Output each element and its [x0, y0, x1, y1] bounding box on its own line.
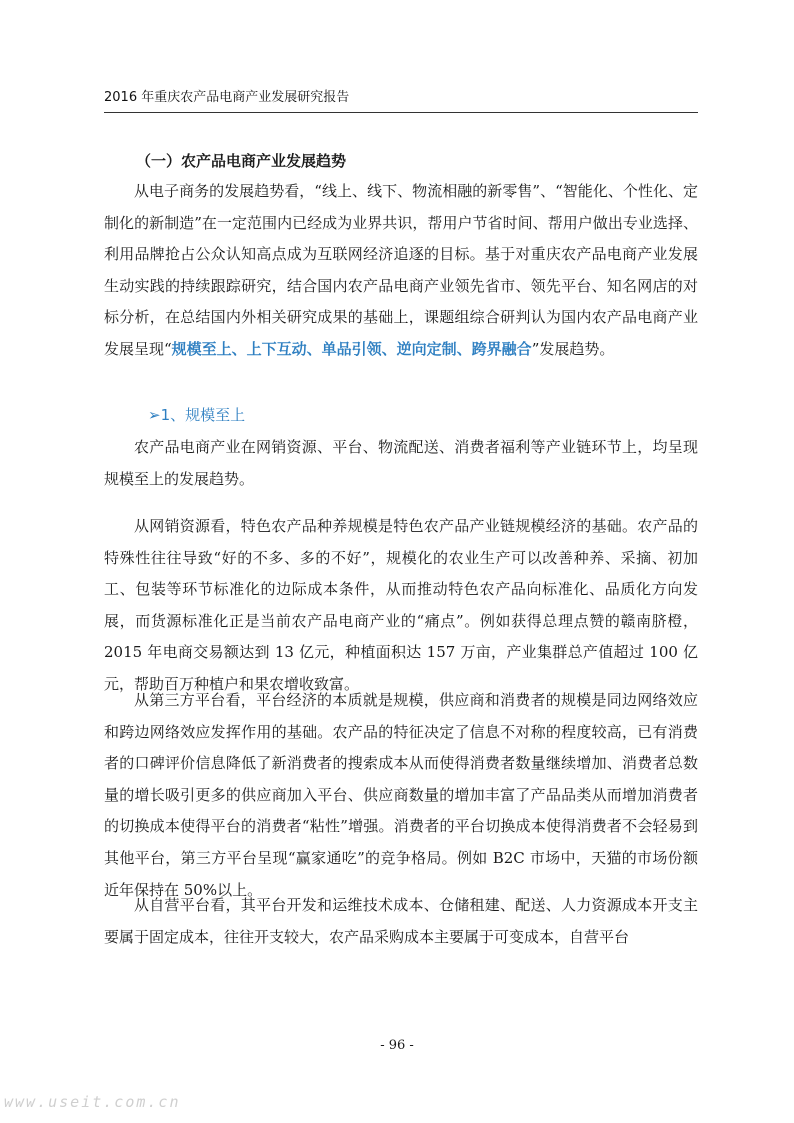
subsection-title: 1、规模至上 — [160, 406, 246, 424]
subsection-heading — [148, 404, 245, 425]
paragraph-online-resources: 从网销资源看，特色农产品种养规模是特色农产品产业链规模经济的基础。农产品的特殊性往往导致“好的不多、多的不好”，规模化的农业生产可以改善种养、采摘、初加工、包装等环节标准化的边际成本条件，从而推动特色农产品向标准化、品质化方向发展，而货源标准化正是当前农产品电商产业的“痛点”。例如获得总理点赞的赣南脐橙，2015 年电商交易额达到 13 亿元，种植面积达 157 万亩，产业集群总产值超过 100 亿元，帮助百万种植户和果农增收致富。 — [104, 517, 698, 693]
section-heading: （一）农产品电商产业发展趋势 — [136, 152, 347, 170]
header-divider — [104, 112, 698, 113]
paragraph-scale-overview: 农产品电商产业在网销资源、平台、物流配送、消费者福利等产业链环节上，均呈现规模至上的发展趋势。 — [104, 438, 698, 488]
paragraph-self-operated-platforms: 从自营平台看，其平台开发和运维技术成本、仓储租建、配送、人力资源成本开支主要属于固定成本，往往开支较大，农产品采购成本主要属于可变成本，自营平台 — [104, 896, 698, 946]
paragraph-trends — [104, 176, 698, 366]
arrow-bullet-icon: ➢ — [148, 406, 161, 424]
paragraph-third-party-platforms: 从第三方平台看，平台经济的本质就是规模，供应商和消费者的规模是同边网络效应和跨边网络效应发挥作用的基础。农产品的特征决定了信息不对称的程度较高，已有消费者的口碑评价信息降低了新消费者的搜索成本从而使得消费者数量继续增加、消费者总数量的增长吸引更多的供应商加入平台、供应商数量的增加丰富了产品品类从而增加消费者的切换成本使得平台的消费者“粘性”增强。消费者的平台切换成本使得消费者不会轻易到其他平台，第三方平台呈现“赢家通吃”的竞争格局。例如 B2C 市场中，天猫的市场份额近年保持在 50%以上。 — [104, 691, 698, 899]
paragraph-text: 从电子商务的发展趋势看，“线上、线下、物流相融的新零售”、“智能化、个性化、定制化的新制造”在一定范围内已经成为业界共识，帮用户节省时间、帮用户做出专业选择、利用品牌抢占公众认知高点成为互联网经济追逐的目标。基于对重庆农产品电商产业发展生动实践的持续跟踪研究，结合国内农产品电商产业领先省市、领先平台、知名网店的对标分析，在总结国内外相关研究成果的基础上，课题组综合研判认为国内农产品电商产业发展呈现“ — [104, 182, 698, 358]
paragraph-text: ”发展趋势。 — [531, 339, 615, 358]
highlighted-trends: 规模至上、上下互动、单品引领、逆向定制、跨界融合 — [171, 339, 532, 358]
report-title: 2016 年重庆农产品电商产业发展研究报告 — [104, 90, 350, 105]
watermark: www.useit.com.cn — [4, 1093, 181, 1111]
page-number: - 96 - — [380, 1038, 414, 1053]
